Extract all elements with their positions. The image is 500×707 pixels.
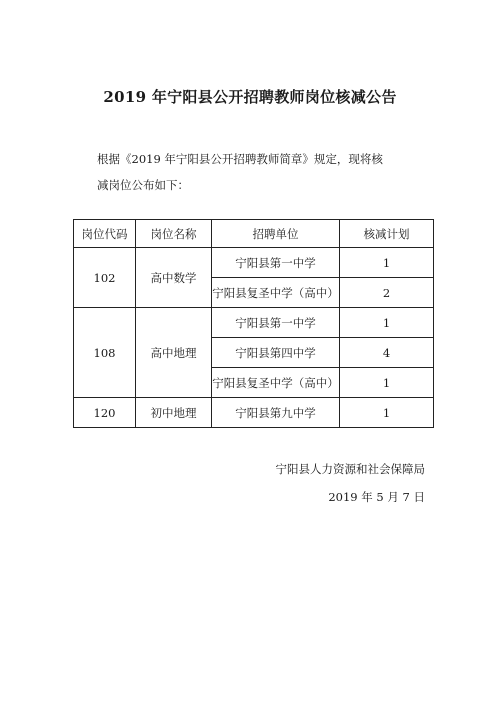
plan-cell: 1 (340, 248, 434, 278)
position-name-cell: 高中数学 (136, 248, 212, 308)
issuing-organization: 宁阳县人力资源和社会保障局 (275, 462, 425, 476)
table-row (74, 398, 434, 428)
unit-cell: 宁阳县复圣中学（高中） (212, 368, 340, 398)
unit-cell: 宁阳县复圣中学（高中） (212, 278, 340, 308)
intro-line-1: 根据《2019 年宁阳县公开招聘教师简章》规定，现将核 (97, 152, 383, 166)
position-name-cell: 初中地理 (136, 398, 212, 428)
reduction-table (73, 219, 434, 428)
position-name-cell: 高中地理 (136, 308, 212, 398)
plan-cell: 4 (340, 338, 434, 368)
table-row (74, 308, 434, 338)
header-position-name: 岗位名称 (136, 220, 212, 248)
plan-cell: 2 (340, 278, 434, 308)
document-title: 2019 年宁阳县公开招聘教师岗位核减公告 (103, 88, 397, 106)
header-position-code: 岗位代码 (74, 220, 136, 248)
unit-cell: 宁阳县第四中学 (212, 338, 340, 368)
position-code-cell: 108 (74, 308, 136, 398)
plan-cell: 1 (340, 398, 434, 428)
table-header-row (74, 220, 434, 248)
issue-date: 2019 年 5 月 7 日 (328, 490, 425, 504)
header-recruiting-unit: 招聘单位 (212, 220, 340, 248)
position-code-cell: 102 (74, 248, 136, 308)
position-code-cell: 120 (74, 398, 136, 428)
header-reduction-plan: 核减计划 (340, 220, 434, 248)
plan-cell: 1 (340, 308, 434, 338)
unit-cell: 宁阳县第一中学 (212, 308, 340, 338)
table-row (74, 248, 434, 278)
unit-cell: 宁阳县第一中学 (212, 248, 340, 278)
unit-cell: 宁阳县第九中学 (212, 398, 340, 428)
intro-line-2: 减岗位公布如下： (97, 178, 189, 192)
intro-paragraph (97, 146, 405, 198)
plan-cell: 1 (340, 368, 434, 398)
